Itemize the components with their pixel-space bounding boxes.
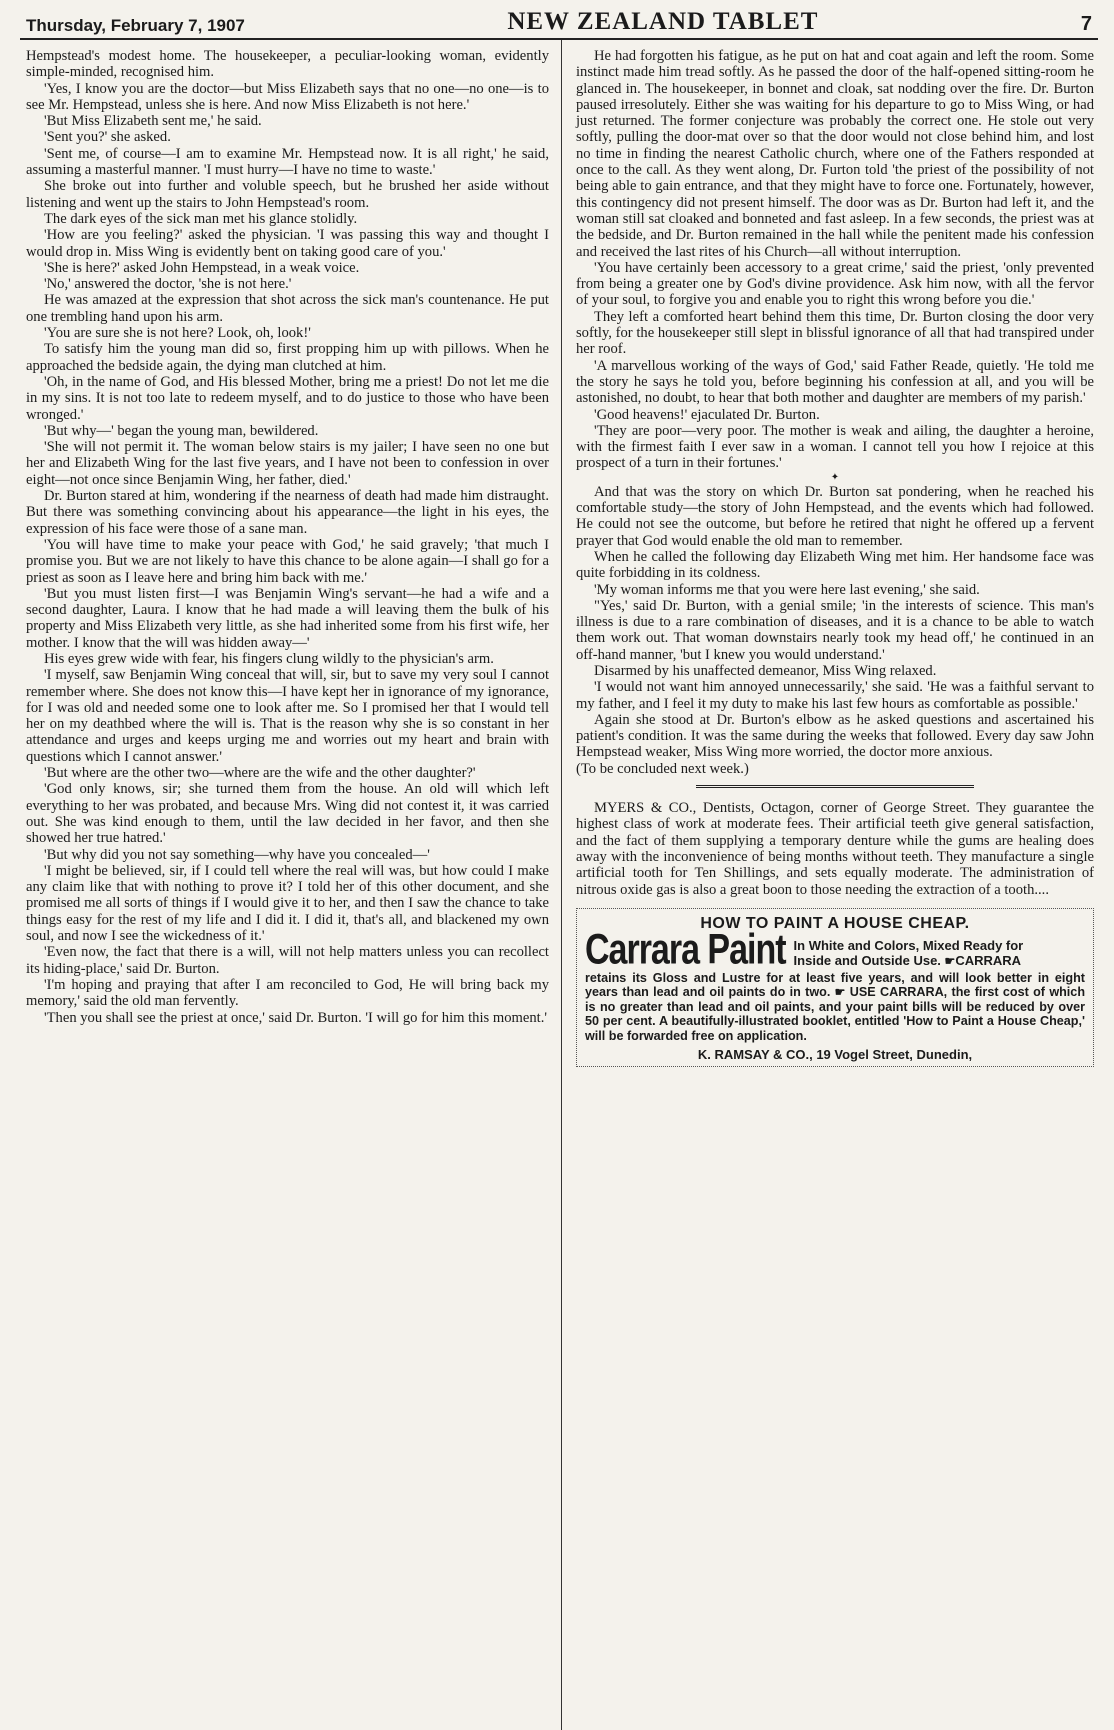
paragraph: 'A marvellous working of the ways of God,' said Father Reade, quietly. 'He told me the story he says he told you, before beginning his confession at all, and you will be astonished, no doubt, to hear that both mother and daughter are members of my parish.' (576, 357, 1094, 407)
paragraph: To satisfy him the young man did so, first propping him up with pillows. When he approached the bedside again, the dying man clutched at him. (26, 341, 549, 374)
paragraph: "Yes,' said Dr. Burton, with a genial smile; 'in the interests of science. This man's illness is due to a rare combination of diseases, and it is a chance to be able to watch them work out. That woman downstairs nearly took my head off,' he continued in an off-hand manner, 'but I knew you would understand.' (576, 597, 1094, 663)
paragraph: 'But why—' began the young man, bewildered. (44, 422, 319, 439)
paragraph: 'My woman informs me that you were here last evening,' she said. (594, 581, 980, 598)
ad-body-text: retains its Gloss and Lustre for at least five years, and will look better in eight years than lead and oil paints do in two. (585, 970, 1085, 1000)
paragraph: Dr. Burton stared at him, wondering if the nearness of death had made him distraught. But there was something convincing about his appearance—the light in his eyes, the expression of his face were those of a sane man. (26, 488, 549, 537)
paragraph: 'But Miss Elizabeth sent me,' he said. (44, 113, 262, 130)
ad-body (585, 971, 1085, 1044)
article-columns (20, 40, 1098, 1730)
paragraph: 'She will not permit it. The woman below stairs is my jailer; I have seen no one but her and Elizabeth Wing for the last five years, and I have not been to confession in over eight—not once since Benjamin Wing, her father, died.' (26, 439, 549, 488)
ad-address: K. RAMSAY & CO., 19 Vogel Street, Dunedin, (697, 1047, 973, 1063)
paragraph: 'I'm hoping and praying that after I am reconciled to God, He will bring back my memory,' said the old man fervently. (26, 976, 549, 1010)
myers-dentists-ad (576, 800, 1094, 898)
ad-subtitle (794, 938, 1024, 969)
left-column (20, 40, 562, 1730)
paragraph: 'But you must listen first—I was Benjamin Wing's servant—he had a wife and a second daughter, Laura. I know that he had made a will leaving them the bulk of his property and Miss Elizabeth very little, as she had inherited some from his first wife, her mother. I know that the will was hidden away—' (26, 585, 549, 651)
paragraph: The dark eyes of the sick man met his glance stolidly. (44, 210, 358, 227)
paragraph: Hempstead's modest home. The housekeeper, a peculiar-looking woman, evidently simple-minded, recognised him. (26, 48, 549, 81)
paragraph: 'Even now, the fact that there is a will, will not help matters unless you can recollect its hiding-place,' said Dr. Burton. (26, 944, 549, 977)
paragraph: 'I myself, saw Benjamin Wing conceal that will, sir, but to save my very soul I cannot remember where. She does not know this—I have kept her in ignorance of my ignorance, for I was old and needed some one to look after me. So I promised her that I would tell her on my deathbed where the will is. That is the reason why she is so constant in her attendance and urges and keeps urging me and worries out my heart and brain with questions which I cannot answer.' (26, 667, 549, 765)
brand-name: Carrara Paint (585, 925, 786, 974)
paragraph: Disarmed by his unaffected demeanor, Miss Wing relaxed. (594, 662, 937, 679)
paragraph: 'Sent me, of course—I am to examine Mr. Hempstead now. It is all right,' he said, assuming a masterful manner. 'I must hurry—I have no time to waste.' (26, 145, 549, 179)
ad-heading: HOW TO PAINT A HOUSE CHEAP. (700, 914, 970, 932)
paragraph: 'I would not want him annoyed unnecessarily,' she said. 'He was a faithful servant to my father, and I feel it my duty to make his last few hours as comfortable as possible.' (576, 679, 1094, 712)
ad-body-use: USE (849, 985, 876, 1000)
paragraph: 'I might be believed, sir, if I could tell where the real will was, but how could I make any claim like that with nothing to prove it? I told her of this other document, and she promised me all sorts of things if I would give it to her, and then I saw the chance to take things easy for the rest of my life and I did it. I did it, that's all, and blackened my own soul, and now I see the wickedness of it.' (26, 862, 549, 945)
paragraph: He was amazed at the expression that shot across the sick man's countenance. He put one trembling hand upon his arm. (26, 292, 549, 325)
masthead (20, 6, 1098, 40)
ad-subtitle-line2 (794, 953, 1024, 969)
ad-subtitle-tail: CARRARA (955, 953, 1022, 969)
ad-body-text-2: CARRARA, the first cost of which is no greater than lead and oil paints, and your paint bills will be reduced by over 50 per cent. A beautifully-illustrated booklet, entitled 'How to Paint a House Cheap,' will be forwarded free on application. (585, 985, 1086, 1043)
paragraph: 'Sent you?' she asked. (44, 129, 171, 146)
paragraph: 'You are sure she is not here? Look, oh, look!' (44, 325, 311, 342)
myers-ad-text: MYERS & CO., Dentists, Octagon, corner of George Street. They guarantee the highest class of work at moderate fees. Their artificial teeth give general satisfaction, and the fact of them supplying a temporary denture while the gums are healing does away with the inconvenience of being months without teeth. They manufacture a single artificial tooth for Ten Shillings, and sets equally moderate. The administration of nitrous oxide gas is also a great boon to those needing the extraction of a tooth.... (576, 800, 1094, 898)
paragraph: 'But why did you not say something—why have you concealed—' (44, 846, 430, 863)
ad-brand-row (585, 925, 1085, 974)
issue-date: Thursday, February 7, 1907 (26, 16, 245, 35)
paragraph: And that was the story on which Dr. Burton sat pondering, when he reached his comfortable study—the story of John Hempstead, and the events which had followed. He could not see the outcome, but before he retired that night he offered up a fervent prayer that God would enable the old man to remember. (576, 483, 1094, 549)
right-column (562, 40, 1098, 1730)
paragraph: 'Then you shall see the priest at once,' said Dr. Burton. 'I will go for him this moment.' (44, 1009, 547, 1026)
double-rule-divider (696, 785, 974, 788)
ad-subtitle-line2-text: Inside and Outside Use. (793, 953, 941, 969)
paragraph: 'How are you feeling?' asked the physician. 'I was passing this way and thought I would drop in. Miss Wing is evidently bent on taking good care of you.' (26, 227, 549, 260)
paragraph: Again she stood at Dr. Burton's elbow as he asked questions and ascertained his patient's condition. It was the same during the weeks that followed. Every day saw John Hempstead weaker, Miss Wing more worried, the doctor more anxious. (576, 711, 1094, 761)
carrara-paint-ad (576, 908, 1094, 1068)
paragraph: 'But where are the other two—where are the wife and the other daughter?' (44, 765, 476, 782)
paragraph: 'They are poor—very poor. The mother is weak and ailing, the daughter a heroine, with the firmest faith I ever saw in a woman. I cannot tell you how I rejoice at this prospect of a turn in their fortunes.' (576, 422, 1094, 472)
newspaper-title: NEW ZEALAND TABLET (507, 8, 819, 35)
page-number: 7 (1080, 13, 1092, 35)
paragraph: 'You have certainly been accessory to a great crime,' said the priest, 'only prevented from being a greater one by God's divine providence. Ask him now, with all the fervor of your soul, to forgive you and enable you to right this wrong before you die.' (576, 259, 1094, 309)
paragraph: 'Oh, in the name of God, and His blessed Mother, bring me a priest! Do not let me die in my sins. It is not too late to redeem myself, and to do justice to those who have been wronged.' (26, 373, 549, 423)
paragraph: He had forgotten his fatigue, as he put on hat and coat again and left the room. Some instinct made him tread softly. As he passed the door of the half-opened sitting-room he glanced in. The housekeeper, in bonnet and cloak, sat nodding over the fire. Dr. Burton paused irresolutely. Either she was waiting for his departure to go to Miss Wing, or had just returned. The former conjecture was probably the correct one. He stole out very softly, pulling the door-mat over so that the door would not close behind him, and lost no time in finding the nearest Catholic church, where one of the Fathers responded at once to the call. As they went along, Dr. Furton told 'the priest of the possibility of not being able to gain entrance, and that they might have to force one. Fortunately, however, this contingency did not present himself. The door was as Dr. Burton had left it, and the woman still sat cloaked and bonneted and fast asleep. In a few seconds, the priest was at the bedside, and Dr. Burton remained in the hall while the penitent made his confession and received the last rites of his Church—all without interruption. (576, 48, 1094, 260)
paragraph: His eyes grew wide with fear, his fingers clung wildly to the physician's arm. (44, 650, 494, 667)
paragraph: 'God only knows, sir; she turned them from the house. An old will which left everything to her was probated, and because Mrs. Wing did not contest it, it was carried out. She was kind enough to them, until the law decided in her favor, and then she showed her true hatred.' (26, 781, 549, 847)
paragraph: 'You will have time to make your peace with God,' he said gravely; 'that much I promise you. But we are not likely to have this chance to be alone again—I shall go for a priest as soon as I leave here and bring him back with me.' (26, 536, 549, 586)
paragraph: They left a comforted heart behind them this time, Dr. Burton closing the door very softly, for the housekeeper still slept in blissful ignorance of all that had transpired under her roof. (576, 308, 1094, 358)
paragraph: 'She is here?' asked John Hempstead, in a weak voice. (44, 259, 360, 276)
paragraph: 'Good heavens!' ejaculated Dr. Burton. (594, 406, 820, 423)
to-be-concluded-note: (To be concluded next week.) (576, 760, 749, 777)
paragraph: 'No,' answered the doctor, 'she is not here.' (44, 276, 292, 293)
ad-subtitle-line1: In White and Colors, Mixed Ready for (793, 938, 1024, 954)
paragraph: When he called the following day Elizabeth Wing met him. Her handsome face was quite forbidding in its coldness. (576, 548, 1094, 582)
paragraph: She broke out into further and voluble speech, but he brushed her aside without listening and went up the stairs to John Hempstead's room. (26, 178, 549, 211)
pointing-hand-icon: ☛ (944, 954, 956, 969)
paragraph: 'Yes, I know you are the doctor—but Miss Elizabeth says that no one—no one—is to see Mr. Hempstead, unless she is here. And now Miss Elizabeth is not here.' (26, 80, 549, 113)
section-divider-star: ✦ (830, 471, 840, 483)
pointing-hand-icon: ☛ (834, 985, 846, 1000)
